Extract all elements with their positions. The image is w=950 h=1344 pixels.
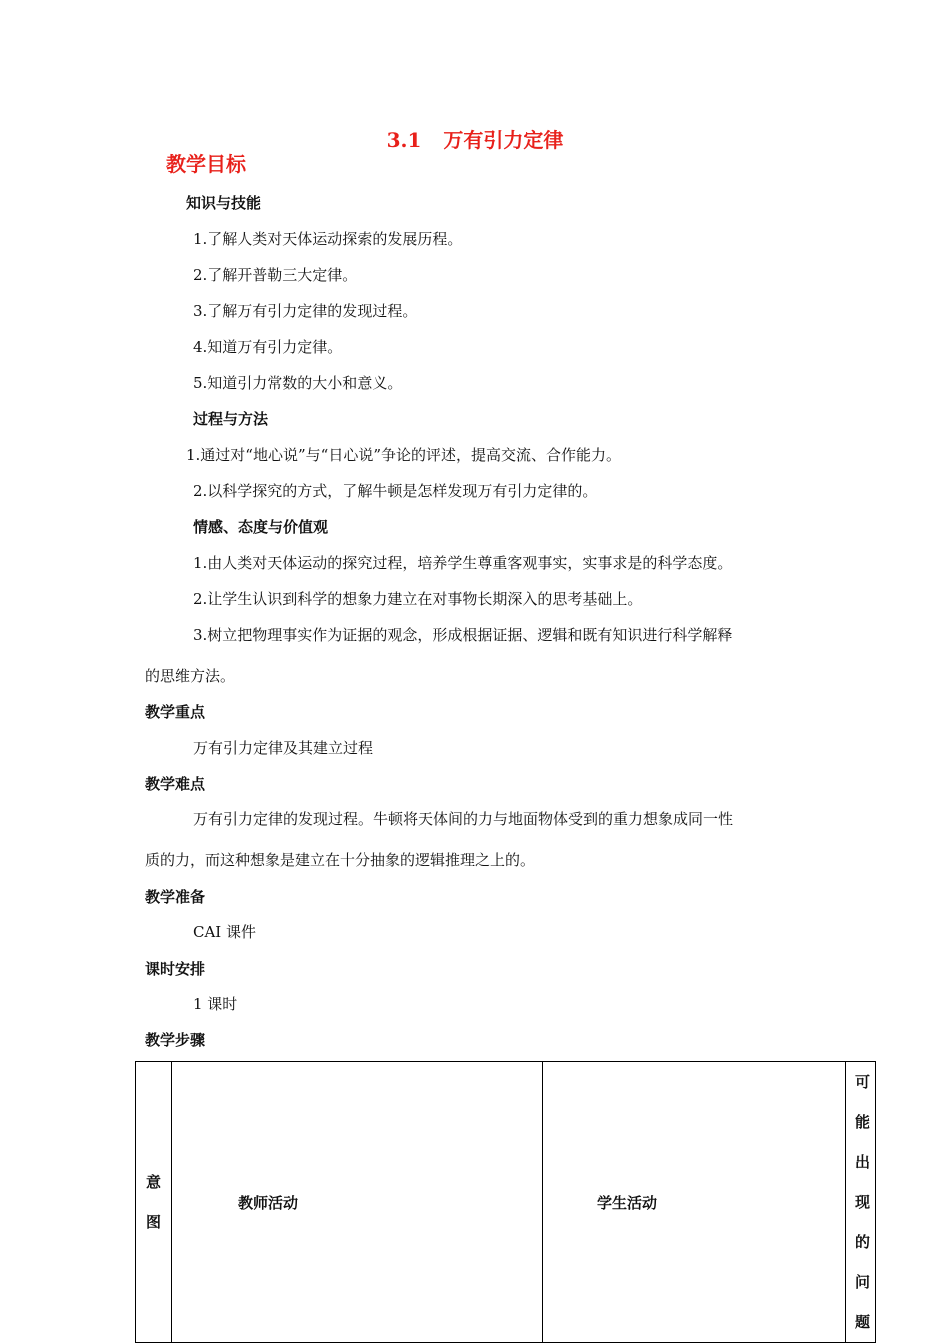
table-row [136, 1062, 876, 1343]
preparation-text: CAI 课件 [193, 923, 257, 941]
schedule-text: 1 课时 [193, 995, 238, 1013]
knowledge-item: 2.了解开普勒三大定律。 [193, 266, 358, 284]
issues-header-bottom-label: 的问题 [854, 1233, 870, 1331]
student-column-header [543, 1062, 846, 1343]
process-item: 1.通过对“地心说”与“日心说”争论的评述，提高交流、合作能力。 [186, 446, 621, 464]
issues-column-header [845, 1062, 875, 1343]
student-header-label: 学生活动 [597, 1193, 658, 1212]
knowledge-item: 5.知道引力常数的大小和意义。 [193, 374, 403, 392]
schedule-heading: 课时安排 [145, 960, 206, 978]
teacher-header-label: 教师活动 [237, 1193, 298, 1212]
objectives-heading: 教学目标 [166, 152, 246, 176]
knowledge-item: 4.知道万有引力定律。 [193, 338, 343, 356]
teacher-column-header [171, 1062, 542, 1343]
steps-heading: 教学步骤 [145, 1031, 206, 1049]
title-text: 万有引力定律 [443, 128, 564, 152]
knowledge-heading: 知识与技能 [186, 194, 262, 212]
process-heading: 过程与方法 [193, 410, 269, 428]
emotion-item: 3.树立把物理事实作为证据的观念，形成根据证据、逻辑和既有知识进行科学解释 [193, 626, 733, 644]
page-title [0, 124, 950, 153]
emotion-item-continuation: 的思维方法。 [145, 667, 236, 685]
title-number: 3.1 [386, 128, 422, 152]
steps-table [135, 1061, 876, 1343]
difficulty-text-line1: 万有引力定律的发现过程。牛顿将天体间的力与地面物体受到的重力想象成同一性 [193, 810, 734, 828]
intent-header-top: 意 [145, 1173, 161, 1191]
difficulty-text-line2: 质的力，而这种想象是建立在十分抽象的逻辑推理之上的。 [145, 851, 536, 869]
key-point-text: 万有引力定律及其建立过程 [193, 739, 374, 757]
intent-column-header [136, 1062, 172, 1343]
difficulty-heading: 教学难点 [145, 775, 206, 793]
key-point-heading: 教学重点 [145, 703, 206, 721]
knowledge-item: 3.了解万有引力定律的发现过程。 [193, 302, 418, 320]
intent-header-bottom: 图 [145, 1213, 161, 1231]
emotion-heading: 情感、态度与价值观 [193, 518, 329, 536]
emotion-item: 1.由人类对天体运动的探究过程，培养学生尊重客观事实，实事求是的科学态度。 [193, 554, 733, 572]
preparation-heading: 教学准备 [145, 888, 206, 906]
issues-header-top: 可能出现 [854, 1073, 875, 1211]
issues-header-bottom [855, 1222, 875, 1342]
process-item: 2.以科学探究的方式，了解牛顿是怎样发现万有引力定律的。 [193, 482, 598, 500]
emotion-item: 2.让学生认识到科学的想象力建立在对事物长期深入的思考基础上。 [193, 590, 643, 608]
knowledge-item: 1.了解人类对天体运动探索的发展历程。 [193, 230, 463, 248]
